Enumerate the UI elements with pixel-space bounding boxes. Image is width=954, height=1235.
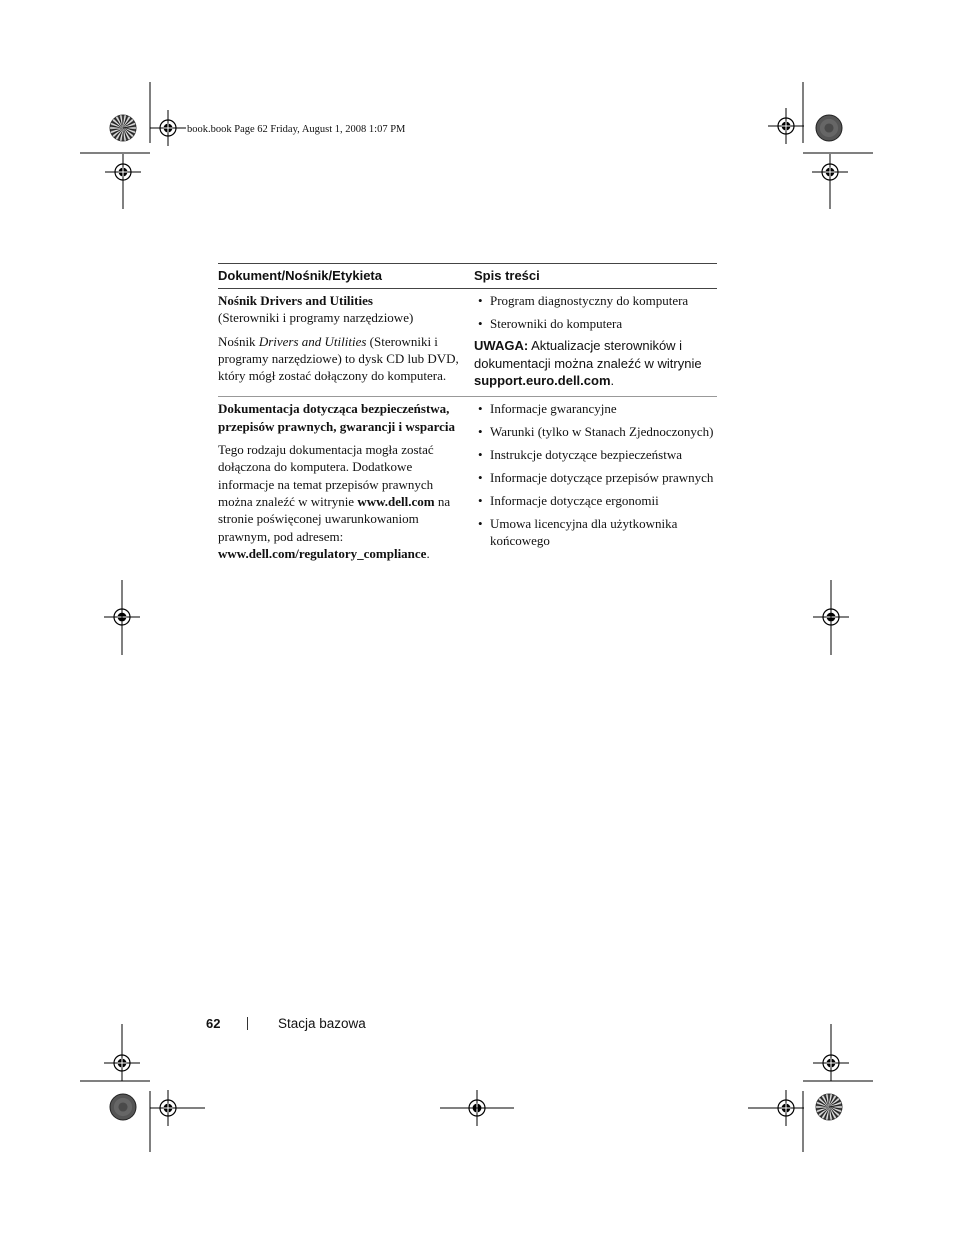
table-row — [218, 397, 717, 574]
list-item: • Program diagnostyczny do komputera — [474, 292, 717, 309]
row2-title: Dokumentacja dotycząca bezpieczeństwa, przepisów prawnych, gwarancji i wsparcia — [218, 401, 456, 434]
row1-subtitle: (Sterowniki i programy narzędziowe) — [218, 310, 414, 326]
column-header-contents: Spis treści — [474, 264, 717, 289]
list-item: • Instrukcje dotyczące bezpieczeństwa — [474, 446, 717, 463]
documentation-table — [218, 263, 717, 574]
note-label: UWAGA: — [474, 338, 529, 353]
table-row — [218, 289, 717, 397]
table-header-row — [218, 264, 717, 289]
print-header: book.book Page 62 Friday, August 1, 2008 1:07 PM — [187, 124, 406, 135]
support-link[interactable]: support.euro.dell.com — [474, 373, 611, 388]
list-item: • Sterowniki do komputera — [474, 315, 717, 332]
dell-link[interactable]: www.dell.com — [357, 493, 435, 509]
list-item: • Informacje dotyczące przepisów prawnych — [474, 469, 717, 486]
row2-document-cell — [218, 397, 474, 574]
section-title: Stacja bazowa — [278, 1016, 366, 1031]
column-header-document: Dokument/Nośnik/Etykieta — [218, 264, 474, 289]
list-item: • Informacje gwarancyjne — [474, 400, 717, 417]
row1-media-name: Drivers and Utilities — [258, 333, 367, 349]
row1-title: Nośnik Drivers and Utilities — [218, 293, 373, 308]
row1-contents-cell — [474, 289, 717, 397]
regulatory-link[interactable]: www.dell.com/regulatory_compliance — [218, 545, 427, 561]
row1-note: UWAGA: Aktualizacje sterowników i dokumentacji można znaleźć w witrynie support.euro.dell.com. — [474, 338, 702, 388]
list-item: • Warunki (tylko w Stanach Zjednoczonych) — [474, 423, 717, 440]
footer-divider — [247, 1017, 248, 1030]
row2-description: Tego rodzaju dokumentacja mogła zostać dołączona do komputera. Dodatkowe informacje na temat przepisów prawnych można znaleźć w witrynie www.dell.com na stronie poświęconej uwarunkowaniom prawnym, pod adresem: www.dell.com/regulatory_compliance. — [218, 442, 451, 561]
page-number: 62 — [206, 1016, 221, 1031]
row2-bullet-list — [474, 400, 717, 549]
list-item: • Umowa licencyjna dla użytkownika końcowego — [474, 515, 717, 549]
row1-bullet-list — [474, 292, 717, 332]
row1-description: Nośnik Drivers and Utilities (Sterowniki i programy narzędziowe) to dysk CD lub DVD, który mógł zostać dołączony do komputera. — [218, 333, 459, 384]
row2-contents-cell — [474, 397, 717, 574]
list-item: • Informacje dotyczące ergonomii — [474, 492, 717, 509]
row1-document-cell — [218, 289, 474, 397]
